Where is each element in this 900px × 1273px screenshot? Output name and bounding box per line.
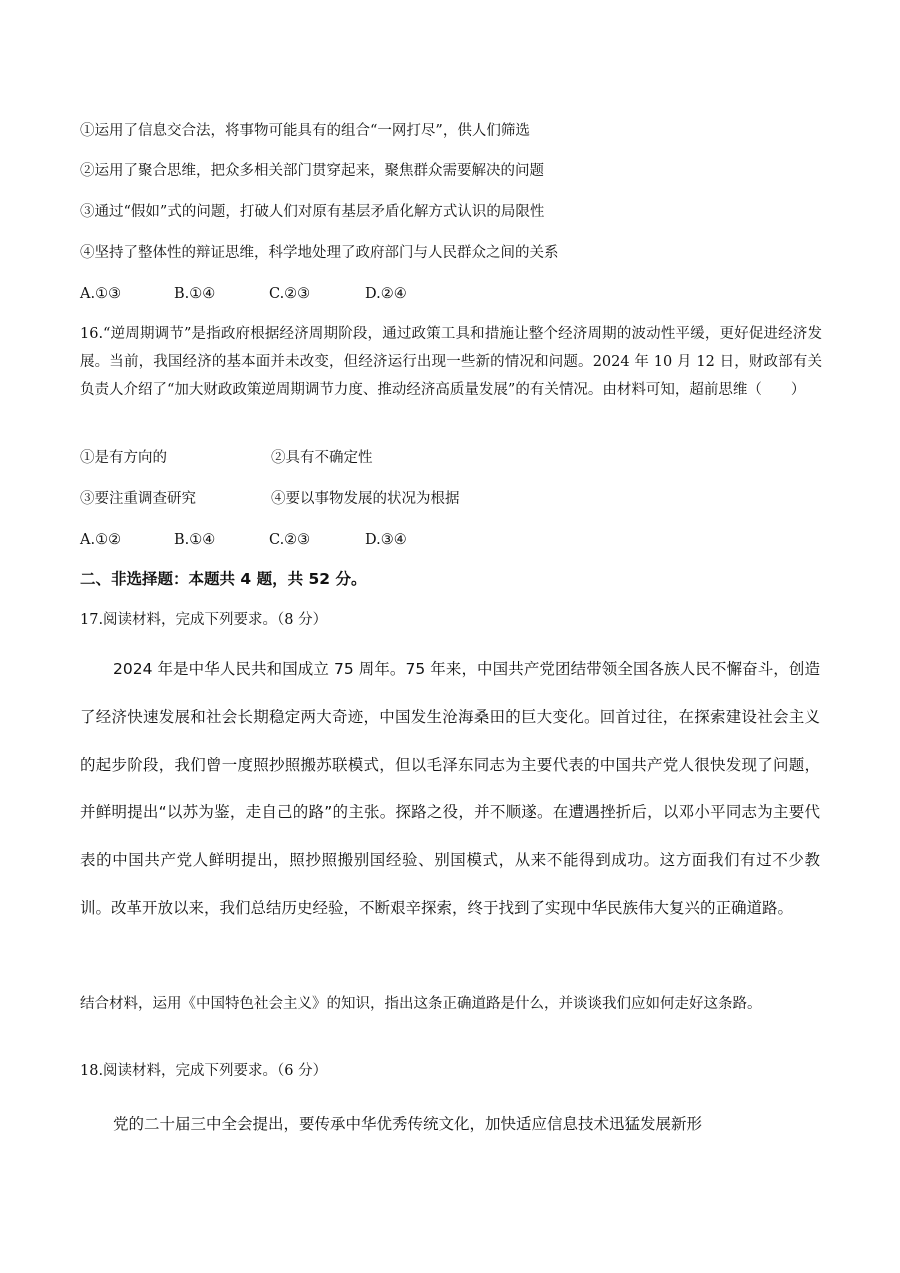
section-2-title: 二、非选择题：本题共 4 题，共 52 分。 xyxy=(80,570,367,588)
q18-material-start: 党的二十届三中全会提出，要传承中华优秀传统文化，加快适应信息技术迅猛发展新形 xyxy=(113,1115,703,1133)
option-d[interactable]: D.③④ xyxy=(365,532,407,548)
q16-item-1: ①是有方向的 xyxy=(80,450,167,466)
option-a[interactable]: A.①③ xyxy=(80,286,122,302)
q16-item-3: ③要注重调查研究 xyxy=(80,491,196,507)
option-c[interactable]: C.②③ xyxy=(269,532,311,548)
option-d[interactable]: D.②④ xyxy=(365,286,407,302)
q16-options xyxy=(80,530,407,550)
q15-item-1: ①运用了信息交合法，将事物可能具有的组合“一网打尽”，供人们筛选 xyxy=(80,123,530,139)
option-b[interactable]: B.①④ xyxy=(174,532,216,548)
q16-item-4: ④要以事物发展的状况为根据 xyxy=(271,491,460,507)
q16-item-2: ②具有不确定性 xyxy=(271,450,373,466)
q15-item-3: ③通过“假如”式的问题，打破人们对原有基层矛盾化解方式认识的局限性 xyxy=(80,204,545,220)
q16-stem: 16.“逆周期调节”是指政府根据经济周期阶段，通过政策工具和措施让整个经济周期的波动性平缓，更好促进经济发展。当前，我国经济的基本面并未改变，但经济运行出现一些新的情况和问题。2024 年 10 月 12 日，财政部有关负责人介绍了“加大财政政策逆周期调节力度、推动经济高质量发展”的有关情况。由材料可知，超前思维（ ） xyxy=(80,326,822,398)
q17-material-text: 2024 年是中华人民共和国成立 75 周年。75 年来，中国共产党团结带领全国各族人民不懈奋斗，创造了经济快速发展和社会长期稳定两大奇迹，中国发生沧海桑田的巨大变化。回首过往，在探索建设社会主义的起步阶段，我们曾一度照抄照搬苏联模式，但以毛泽东同志为主要代表的中国共产党人很快发现了问题，并鲜明提出“以苏为鉴，走自己的路”的主张。探路之役，并不顺遂。在遭遇挫折后，以邓小平同志为主要代表的中国共产党人鲜明提出，照抄照搬别国经验、别国模式，从来不能得到成功。这方面我们有过不少教训。改革开放以来，我们总结历史经验，不断艰辛探索，终于找到了实现中华民族伟大复兴的正确道路。 xyxy=(80,660,820,917)
q17-material xyxy=(80,646,820,933)
q17-prompt: 17.阅读材料，完成下列要求。（8 分） xyxy=(80,612,328,628)
option-a[interactable]: A.①② xyxy=(80,532,122,548)
option-b[interactable]: B.①④ xyxy=(174,286,216,302)
q18-prompt: 18.阅读材料，完成下列要求。（6 分） xyxy=(80,1063,328,1079)
q16-items-row-2 xyxy=(80,489,460,509)
q15-item-2: ②运用了聚合思维，把众多相关部门贯穿起来，聚焦群众需要解决的问题 xyxy=(80,163,544,179)
q17-requirement: 结合材料，运用《中国特色社会主义》的知识，指出这条正确道路是什么，并谈谈我们应如何走好这条路。 xyxy=(80,996,762,1012)
q15-options xyxy=(80,284,407,304)
q15-item-4: ④坚持了整体性的辩证思维，科学地处理了政府部门与人民群众之间的关系 xyxy=(80,245,559,261)
q16-items-row-1 xyxy=(80,448,373,468)
option-c[interactable]: C.②③ xyxy=(269,286,311,302)
